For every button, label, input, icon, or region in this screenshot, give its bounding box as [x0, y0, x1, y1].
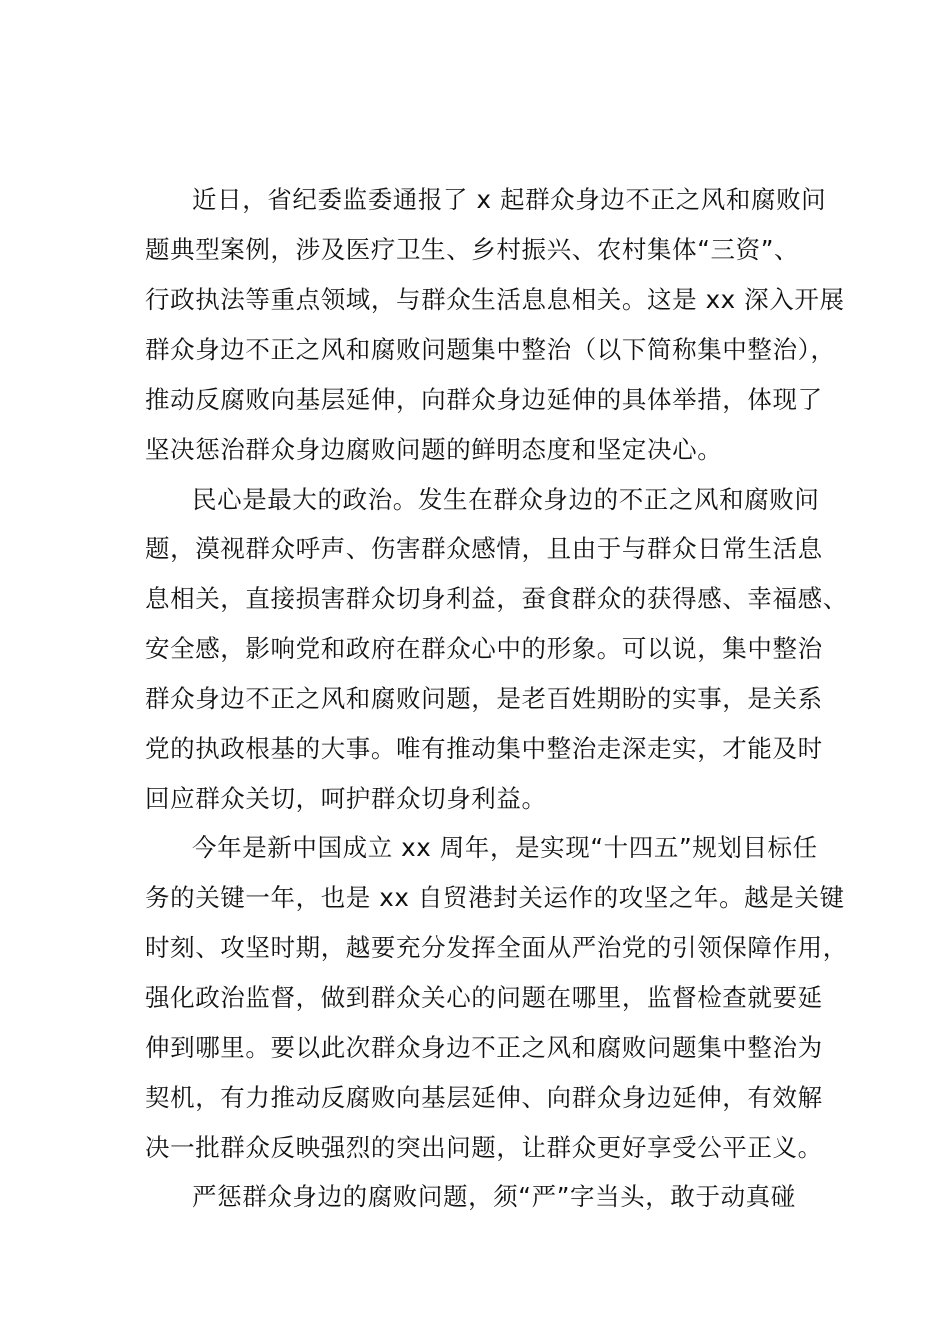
paragraph-3-line-4: 强化政治监督，做到群众关心的问题在哪里，监督检查就要延 — [145, 983, 823, 1012]
paragraph-1-line-6: 坚决惩治群众身边腐败问题的鲜明态度和坚定决心。 — [145, 435, 723, 464]
paragraph-1-line-5: 推动反腐败向基层延伸，向群众身边延伸的具体举措，体现了 — [145, 385, 823, 414]
paragraph-1-line-3: 行政执法等重点领域，与群众生活息息相关。这是 xx 深入开展 — [145, 285, 845, 314]
paragraph-2-line-2: 题，漠视群众呼声、伤害群众感情，且由于与群众日常生活息 — [145, 534, 823, 563]
paragraph-3-line-3: 时刻、攻坚时期，越要充分发挥全面从严治党的引领保障作用， — [145, 933, 848, 962]
paragraph-2-line-1: 民心是最大的政治。发生在群众身边的不正之风和腐败问 — [192, 485, 820, 514]
paragraph-3-line-7: 决一批群众反映强烈的突出问题，让群众更好享受公平正义。 — [145, 1133, 823, 1162]
paragraph-1-line-2: 题典型案例，涉及医疗卫生、乡村振兴、农村集体“三资”、 — [145, 235, 800, 264]
paragraph-3-line-6: 契机，有力推动反腐败向基层延伸、向群众身边延伸，有效解 — [145, 1083, 823, 1112]
paragraph-1-line-1: 近日，省纪委监委通报了 x 起群众身边不正之风和腐败问 — [192, 185, 827, 214]
paragraph-4-line-1: 严惩群众身边的腐败问题，须“严”字当头，敢于动真碰 — [192, 1182, 796, 1211]
paragraph-2-line-4: 安全感，影响党和政府在群众心中的形象。可以说，集中整治 — [145, 634, 823, 663]
paragraph-1-line-4: 群众身边不正之风和腐败问题集中整治（以下简称集中整治）， — [145, 335, 836, 364]
paragraph-2-line-3: 息相关，直接损害群众切身利益，蚕食群众的获得感、幸福感、 — [145, 584, 848, 613]
paragraph-3-line-2: 务的关键一年，也是 xx 自贸港封关运作的攻坚之年。越是关键 — [145, 883, 845, 912]
paragraph-2-line-5: 群众身边不正之风和腐败问题，是老百姓期盼的实事，是关系 — [145, 684, 823, 713]
paragraph-3-line-5: 伸到哪里。要以此次群众身边不正之风和腐败问题集中整治为 — [145, 1033, 823, 1062]
paragraph-3-line-1: 今年是新中国成立 xx 周年，是实现“十四五”规划目标任 — [192, 833, 818, 862]
paragraph-2-line-7: 回应群众关切，呵护群众切身利益。 — [145, 784, 547, 813]
paragraph-2-line-6: 党的执政根基的大事。唯有推动集中整治走深走实，才能及时 — [145, 734, 823, 763]
